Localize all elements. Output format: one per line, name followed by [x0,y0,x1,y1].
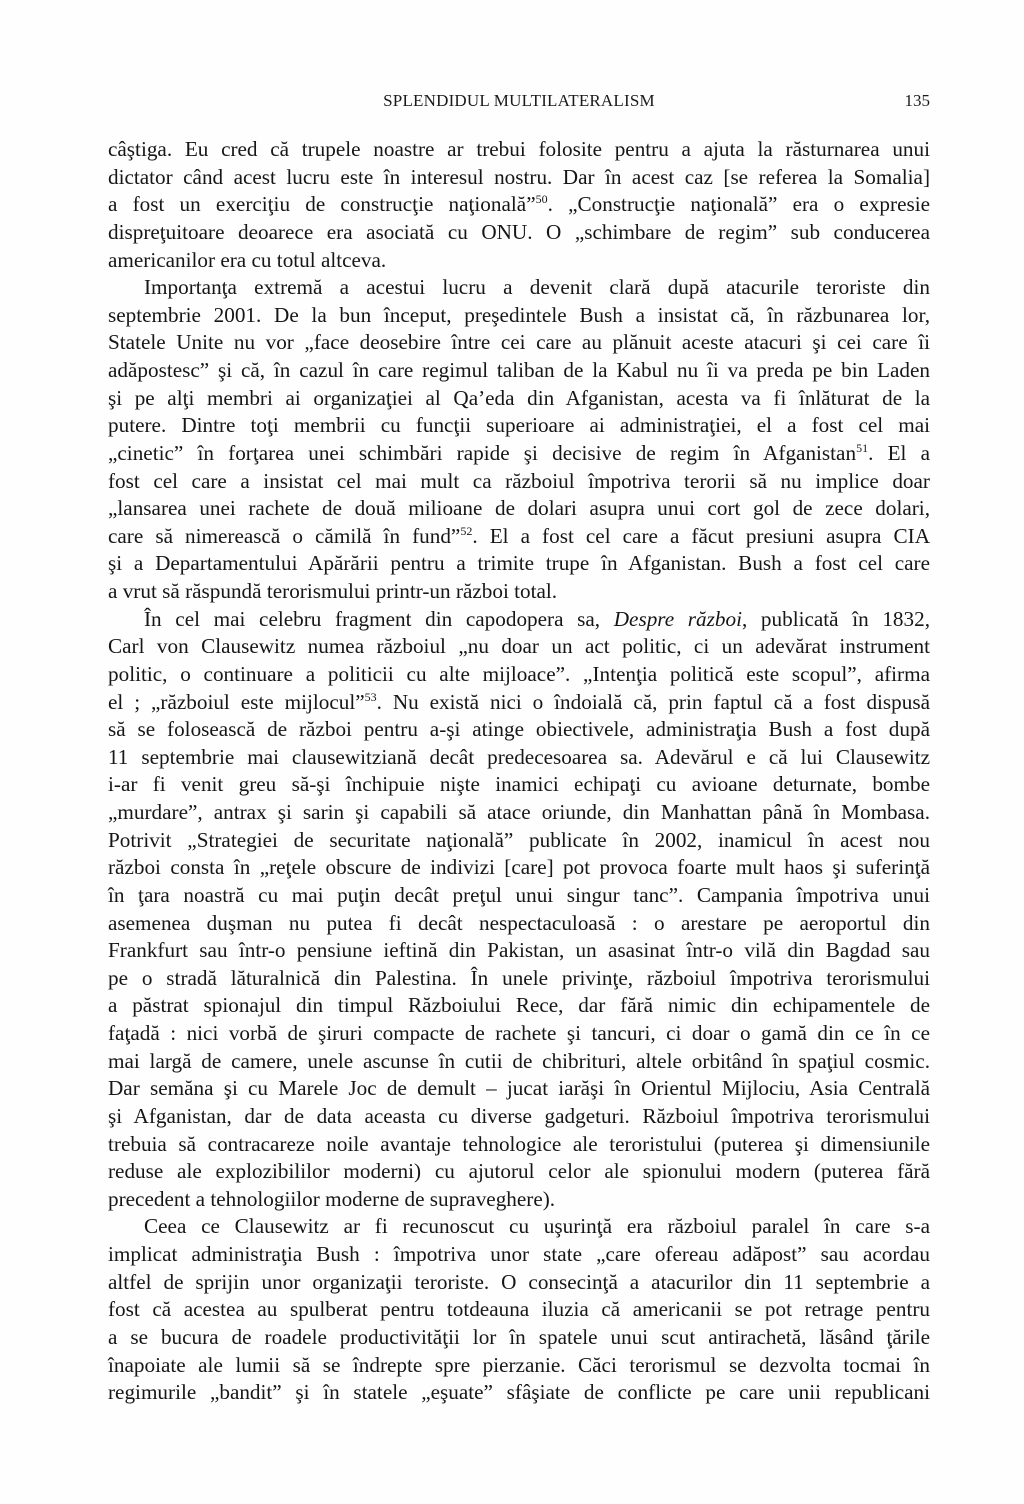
text-line: Ceea ce Clausewitz ar fi recunoscut cu uşurinţă era războiul paralel în care s-a [144,1214,930,1239]
paragraph [108,1213,930,1406]
text-line: i-ar fi venit greu să-şi închipuie nişte inamici echipaţi cu avioane deturnate, bombe [108,772,930,797]
text-line: 11 septembrie mai clausewitziană decât predecesoarea sa. Adevărul e că lui Clausewitz [108,744,930,769]
text-line: dispreţuitoare deoarece era asociată cu ONU. O „schimbare de regim” sub conducerea [108,219,930,244]
text-line: a se bucura de roadele productivităţii lor în spatele unui scut antirachetă, lăsând ţările [108,1324,930,1349]
text-line: care să nimerească o cămilă în fund”$^{52}$. El a fost cel care a făcut presiuni asupra CIA [108,523,930,548]
text-line: „lansarea unei rachete de două milioane de dolari asupra unui cort gol de zece dolari, [108,496,930,521]
text-line: altfel de sprijin unor organizaţii teroriste. O consecinţă a atacurilor din 11 septembrie a [108,1269,930,1294]
text-line: Carl von Clausewitz numea războiul „nu doar un act politic, ci un adevărat instrument [108,634,930,659]
text-line: dictator când acest lucru este în interesul nostru. Dar în acest caz [se referea la Somalia] [108,164,930,189]
text-line: fost că acestea au spulberat pentru totdeauna iluzia că americanii se pot retrage pentru [108,1297,930,1322]
footnote-ref: 52 [460,523,473,538]
text-line: Importanţa extremă a acestui lucru a devenit clară după atacurile teroriste din [144,275,930,300]
text-line: Statele Unite nu vor „face deosebire între cei care au plănuit aceste atacuri şi cei care îi [108,330,930,355]
text-line: trebuia să contracareze noile avantaje tehnologice ale teroristului (puterea şi dimensiunile [108,1131,930,1156]
text-line: Frankfurt sau într-o pensiune ieftină din Pakistan, un asasinat într-o vilă din Bagdad sau [108,938,930,963]
text-line: implicat administraţia Bush : împotriva unor state „care ofereau adăpost” sau acordau [108,1242,930,1266]
text-line: asemenea duşman nu putea fi decât nespectaculoasă : o arestare pe aeroportul din [108,910,930,935]
footnote-ref: 51 [856,440,869,455]
running-title: SPLENDIDUL MULTILATERALISM [383,91,655,110]
text-line: politic, o continuare a politicii cu alte mijloace”. „Intenţia politică este scopul”, afirma [108,661,930,686]
running-head [108,91,930,115]
text-line: şi a Departamentului Apărării pentru a trimite trupe în Afganistan. Bush a fost cel care [108,551,930,576]
text-line: Dar semăna şi cu Marele Joc de demult – jucat iarăşi în Orientul Mijlociu, Asia Centrală [108,1076,930,1101]
text-line: el ; „războiul este mijlocul”$^{53}$. Nu există nici o îndoială că, prin faptul că a fost dispusă [108,689,931,714]
text-line: americanilor era cu totul altceva. [108,247,387,272]
page-number: 135 [904,91,930,110]
text-line: a fost un exerciţiu de construcţie naţională”$^{50}$. „Construcţie naţională” era o expresie [108,192,931,217]
text-line: Potrivit „Strategiei de securitate naţională” publicate în 2002, inamicul în acest nou [108,827,930,852]
text-line: putere. Dintre toţi membrii cu funcţii superioare ai administraţiei, el a fost cel mai [108,413,930,438]
paragraph [108,606,930,1214]
text-line: să se folosească de război pentru a-şi atinge obiectivele, administraţia Bush a fost după [108,717,930,742]
text-line: pe o stradă lăturalnică din Palestina. În unele privinţe, războiul împotriva terorismului [108,965,930,990]
text-line: „murdare”, antrax şi sarin şi capabili să atace oriunde, din Manhattan până în Mombasa. [108,800,930,824]
text-line: precedent a tehnologiilor moderne de supraveghere). [108,1186,556,1211]
footnote-ref: 50 [535,192,548,207]
text-line: război consta în „reţele obscure de indivizi [care] pot provoca foarte mult haos şi suferinţă [108,855,930,880]
text-line: În cel mai celebru fragment din capodopera sa, Despre război, publicată în 1832, [144,606,931,631]
paragraph [108,136,930,274]
body-text [108,136,930,1407]
text-line: a păstrat spionajul din timpul Războiului Rece, dar fără nimic din echipamentele de [108,993,930,1018]
text-line: reduse ale explozibililor moderni) cu ajutorul celor ale spionului modern (puterea fără [108,1159,930,1184]
book-title: Despre război [613,606,742,631]
text-line: a vrut să răspundă terorismului printr-un război total. [108,579,558,603]
text-line: fost cel care a insistat cel mai mult ca războiul împotriva terorii să nu implice doar [108,468,930,493]
text-line: adăpostesc” şi că, în cazul în care regimul taliban de la Kabul nu îi va preda pe bin Laden [108,358,930,382]
text-line: înapoiate ale lumii să se îndrepte spre pierzanie. Căci terorismul se dezvolta tocmai în [108,1352,930,1377]
footnote-ref: 53 [364,689,377,704]
text-line: şi Afganistan, dar de data aceasta cu diverse gadgeturi. Războiul împotriva terorismului [108,1103,930,1128]
text-line: faţadă : nici vorbă de şiruri compacte de rachete şi tancuri, ci doar o gamă din ce în ce [108,1021,930,1045]
paragraph [108,274,930,606]
text-line: „cinetic” în forţarea unei schimbări rapide şi decisive de regim în Afganistan$^{51}$. El a [108,440,930,465]
text-line: septembrie 2001. De la bun început, preşedintele Bush a insistat că, în răzbunarea lor, [108,302,930,327]
text-line: câştiga. Eu cred că trupele noastre ar trebui folosite pentru a ajuta la răsturnarea unui [108,137,930,161]
text-line: şi pe alţi membri ai organizaţiei al Qa’eda din Afganistan, acesta va fi înlăturat de la [108,385,930,410]
text-line: mai largă de camere, unele ascunse în cutii de chibrituri, altele orbitând în spaţiul cosmic. [108,1048,930,1073]
text-line: regimurile „bandit” şi în statele „eşuate” sfâşiate de conflicte pe care unii republicani [108,1380,930,1405]
text-line: în ţara noastră cu mai puţin decât preţul unui singur tanc”. Campania împotriva unui [108,882,930,907]
